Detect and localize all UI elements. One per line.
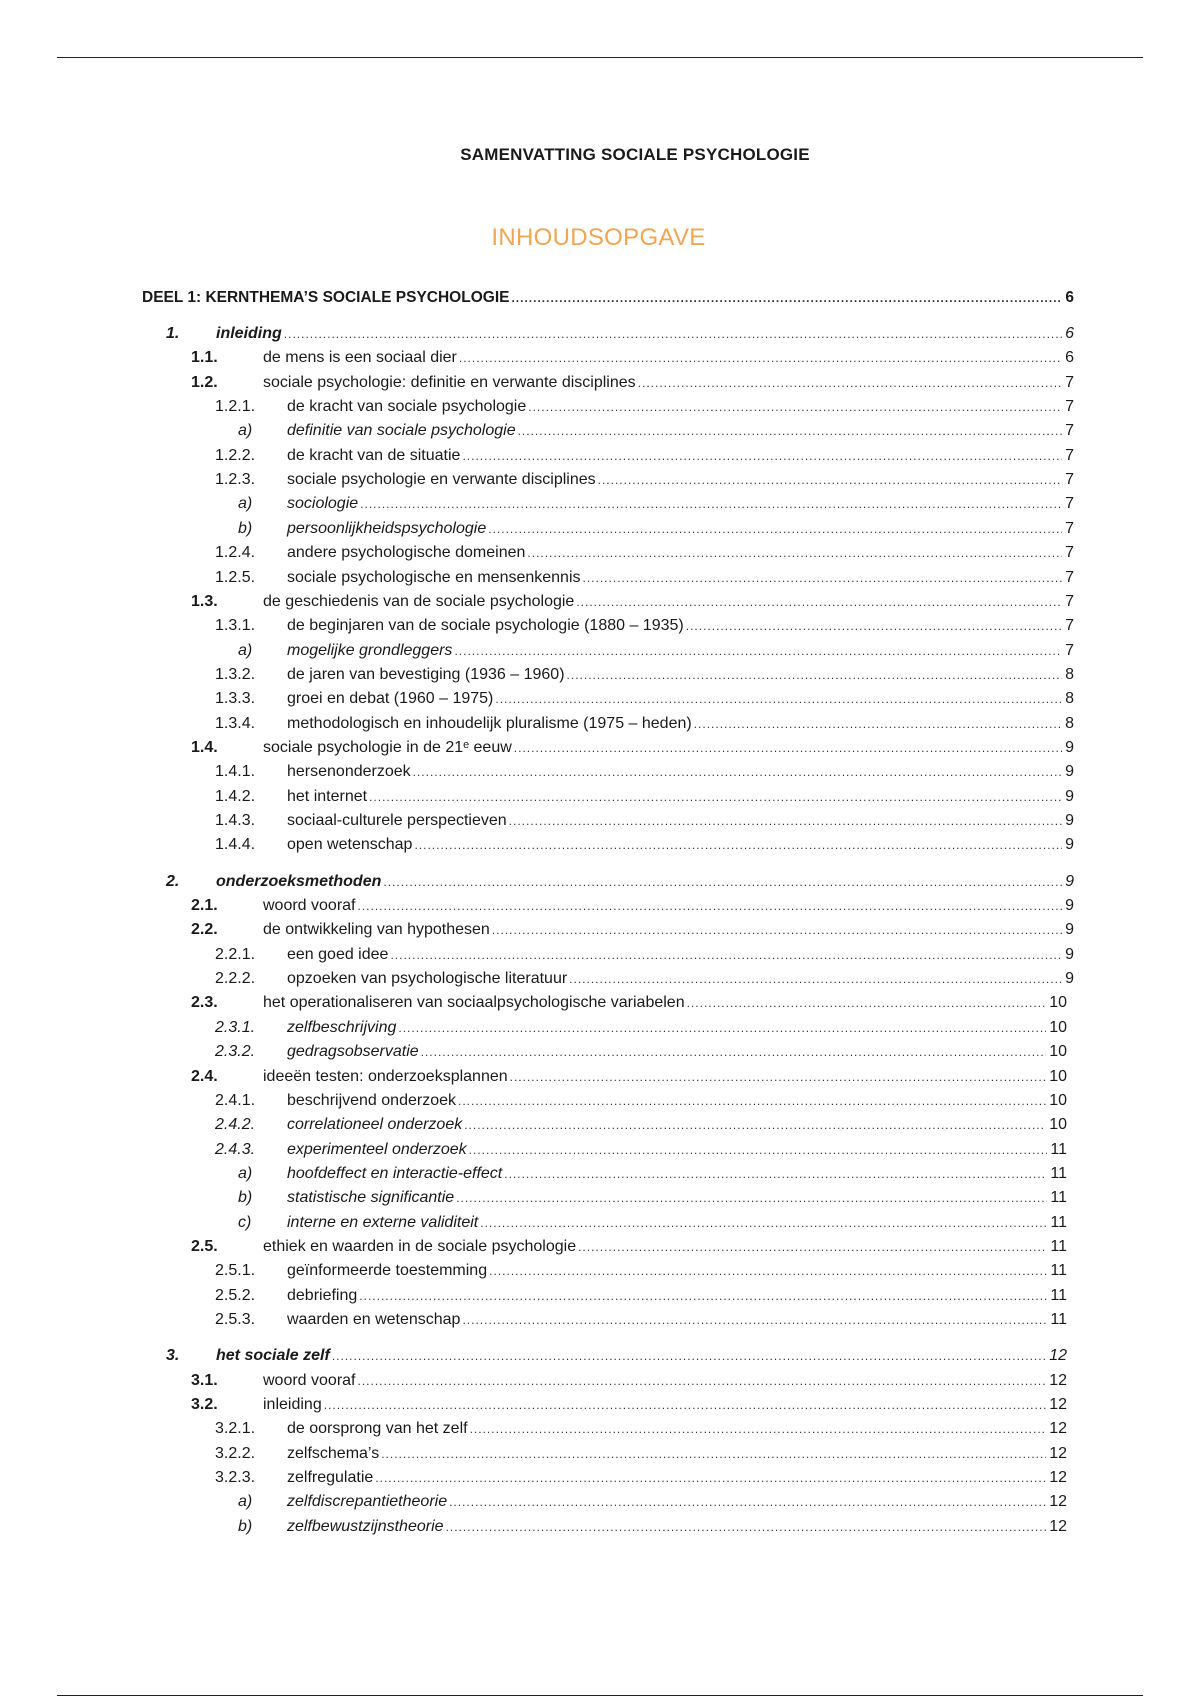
dot-leader	[360, 493, 1062, 515]
toc-entry-title: onderzoeksmethoden	[216, 872, 382, 890]
toc-entry-number: 2.4.2.	[215, 1116, 256, 1134]
toc-entry-page-number: 12	[1049, 1420, 1067, 1438]
toc-entry-number: 1.4.2.	[215, 787, 256, 805]
toc-entry[interactable]	[215, 1041, 1067, 1063]
toc-entry-number: a)	[238, 1164, 253, 1182]
toc-entry-title: waarden en wetenschap	[287, 1311, 461, 1328]
toc-entry-title: inleiding	[263, 1396, 322, 1414]
toc-entry[interactable]	[215, 1285, 1067, 1307]
toc-entry[interactable]	[238, 1212, 1067, 1234]
toc-entry-page-number: 10	[1049, 994, 1067, 1012]
toc-entry-page-number: 11	[1050, 1237, 1067, 1255]
toc-entry-number: 1.3.2.	[215, 665, 256, 683]
toc-part-entry[interactable]	[142, 287, 1074, 309]
toc-entry[interactable]	[191, 895, 1074, 917]
dot-leader	[358, 1370, 1047, 1392]
toc-entry[interactable]	[191, 992, 1067, 1014]
toc-entry[interactable]	[215, 664, 1074, 686]
dot-leader	[454, 640, 1062, 662]
toc-entry-number: 2.2.1.	[215, 945, 256, 963]
dot-leader	[398, 1017, 1046, 1039]
toc-entry-page-number: 7	[1065, 568, 1074, 586]
toc-entry-title: ethiek en waarden in de sociale psychologie	[263, 1237, 577, 1255]
dot-leader	[567, 664, 1063, 686]
toc-entry-number: 1.4.1.	[215, 763, 256, 781]
toc-entry-number: a)	[238, 422, 253, 440]
dot-leader	[359, 1285, 1047, 1307]
toc-entry-page-number: 12	[1049, 1347, 1067, 1365]
toc-entry-number: 1.2.4.	[215, 544, 256, 562]
dot-leader	[369, 786, 1062, 808]
toc-entry[interactable]	[215, 688, 1074, 710]
dot-leader	[578, 1236, 1047, 1258]
toc-entry-title: zelfbewustzijnstheorie	[287, 1517, 444, 1535]
dot-leader	[492, 919, 1062, 941]
toc-entry-title: het internet	[287, 787, 368, 805]
toc-entry-page-number: 9	[1065, 921, 1074, 939]
toc-entry[interactable]	[191, 919, 1074, 941]
toc-entry-page-number: 10	[1049, 1116, 1067, 1134]
toc-entry-page-number: 11	[1050, 1213, 1067, 1231]
toc-entry-title: hersenonderzoek	[287, 763, 411, 781]
toc-chapter-entry[interactable]	[166, 871, 1074, 893]
toc-entry-number: b)	[238, 519, 253, 537]
toc-entry-number: 2.1.	[191, 897, 218, 915]
toc-entry-title: DEEL 1: KERNTHEMA’S SOCIALE PSYCHOLOGIE	[142, 289, 510, 306]
dot-leader	[464, 1114, 1046, 1136]
toc-entry-page-number: 12	[1049, 1396, 1067, 1414]
dot-leader	[449, 1491, 1046, 1513]
toc-entry-title: opzoeken van psychologische literatuur	[287, 970, 568, 988]
dot-leader	[284, 323, 1062, 345]
toc-entry-title: debriefing	[287, 1286, 358, 1304]
toc-entry-page-number: 8	[1065, 714, 1074, 732]
toc-entry[interactable]	[215, 542, 1074, 564]
toc-heading: INHOUDSOPGAVE	[491, 224, 706, 251]
dot-leader	[510, 1066, 1047, 1088]
toc-entry-number: 2.5.3.	[215, 1311, 256, 1328]
toc-entry-title: een goed idee	[287, 945, 389, 963]
toc-entry[interactable]	[215, 396, 1074, 418]
toc-entry-title: andere psychologische domeinen	[287, 544, 526, 562]
dot-leader	[686, 615, 1062, 637]
toc-entry-number: a)	[238, 641, 253, 659]
toc-entry[interactable]	[215, 834, 1074, 856]
dot-leader	[421, 1041, 1047, 1063]
toc-entry[interactable]	[238, 1516, 1067, 1538]
toc-entry[interactable]	[238, 1163, 1067, 1185]
toc-entry-number: a)	[238, 1493, 253, 1511]
toc-entry-title: de oorsprong van het zelf	[287, 1420, 468, 1438]
toc-entry-number: 2.3.	[191, 994, 218, 1012]
toc-entry-number: 1.2.1.	[215, 398, 256, 416]
dot-leader	[576, 591, 1062, 613]
toc-entry[interactable]	[191, 737, 1074, 759]
toc-entry-title: de ontwikkeling van hypothesen	[263, 921, 490, 939]
toc-entry-number: 2.4.	[191, 1067, 218, 1085]
dot-leader	[511, 287, 1062, 309]
toc-entry-page-number: 9	[1065, 836, 1074, 854]
toc-entry-page-number: 9	[1065, 897, 1074, 915]
toc-entry-title: zelfdiscrepantietheorie	[287, 1493, 448, 1511]
toc-entry-number: c)	[238, 1213, 252, 1231]
document-title: SAMENVATTING SOCIALE PSYCHOLOGIE	[460, 145, 810, 164]
toc-entry-title: hoofdeffect en interactie-effect	[287, 1164, 503, 1182]
dot-leader	[469, 1139, 1048, 1161]
toc-entry-page-number: 7	[1065, 544, 1074, 562]
toc-entry-number: 1.4.4.	[215, 836, 256, 854]
toc-entry[interactable]	[238, 420, 1074, 442]
toc-entry-title: definitie van sociale psychologie	[287, 422, 516, 440]
toc-entry-page-number: 10	[1049, 1043, 1067, 1061]
toc-entry-number: 1.4.	[191, 738, 218, 756]
dot-leader	[459, 347, 1062, 369]
toc-entry-title: woord vooraf	[263, 1371, 356, 1389]
dot-leader	[414, 834, 1062, 856]
toc-entry-page-number: 9	[1065, 738, 1074, 756]
toc-entry-title: correlationeel onderzoek	[287, 1116, 463, 1134]
toc-entry[interactable]	[215, 567, 1074, 589]
toc-entry-page-number: 12	[1049, 1517, 1067, 1535]
dot-leader	[583, 567, 1063, 589]
toc-entry-title: zelfschema’s	[287, 1444, 380, 1462]
toc-entry-number: 2.2.	[191, 921, 218, 939]
dot-leader	[470, 1418, 1047, 1440]
dot-leader	[495, 688, 1062, 710]
dot-leader	[489, 1260, 1047, 1282]
toc-entry-page-number: 7	[1065, 373, 1074, 391]
toc-entry-title: beschrijvend onderzoek	[287, 1091, 456, 1109]
toc-entry-page-number: 6	[1065, 325, 1074, 342]
toc-entry-title: gedragsobservatie	[287, 1043, 419, 1061]
toc-entry-title: sociaal-culturele perspectieven	[287, 812, 507, 829]
toc-entry-page-number: 9	[1065, 812, 1074, 829]
toc-entry-page-number: 7	[1065, 617, 1074, 635]
toc-entry[interactable]	[191, 1066, 1067, 1088]
toc-entry[interactable]	[215, 761, 1074, 783]
toc-entry-number: 2.5.2.	[215, 1286, 256, 1304]
toc-entry-page-number: 7	[1065, 471, 1074, 489]
toc-entry[interactable]	[191, 591, 1074, 613]
toc-entry-number: 2.4.3.	[215, 1140, 256, 1158]
toc-entry[interactable]	[215, 1418, 1067, 1440]
toc-entry-number: 1.	[166, 325, 180, 342]
toc-entry-page-number: 12	[1049, 1493, 1067, 1511]
toc-entry-title: de jaren van bevestiging (1936 – 1960)	[287, 665, 565, 683]
toc-entry-page-number: 7	[1065, 422, 1074, 440]
dot-leader	[687, 992, 1047, 1014]
toc-entry-number: 2.2.2.	[215, 970, 256, 988]
toc-entry-title: methodologisch en inhoudelijk pluralisme (1975 – heden)	[287, 714, 692, 732]
toc-entry-number: 1.3.4.	[215, 714, 256, 732]
toc-entry-page-number: 11	[1050, 1189, 1067, 1207]
toc-entry-number: 3.2.	[191, 1396, 218, 1414]
toc-entry[interactable]	[191, 372, 1074, 394]
toc-entry-number: 2.3.2.	[215, 1043, 256, 1061]
toc-entry-number: 2.5.	[191, 1237, 218, 1255]
toc-entry-page-number: 10	[1049, 1067, 1067, 1085]
toc-entry-page-number: 7	[1065, 641, 1074, 659]
toc-entry-title: experimenteel onderzoek	[287, 1140, 467, 1158]
toc-entry-number: 2.4.1.	[215, 1091, 256, 1109]
dot-leader	[598, 469, 1062, 491]
toc-entry-page-number: 11	[1050, 1286, 1067, 1304]
toc-entry[interactable]	[238, 640, 1074, 662]
toc-entry[interactable]	[215, 1139, 1067, 1161]
toc-entry-number: 1.2.5.	[215, 568, 256, 586]
toc-entry[interactable]	[215, 1114, 1067, 1136]
toc-entry[interactable]	[238, 493, 1074, 515]
toc-entry-page-number: 7	[1065, 519, 1074, 537]
toc-entry-title: de kracht van sociale psychologie	[287, 398, 527, 416]
toc-entry[interactable]	[191, 1236, 1067, 1258]
toc-entry-title: sociale psychologie en verwante disciplines	[287, 471, 596, 489]
toc-entry[interactable]	[215, 1260, 1067, 1282]
dot-leader	[569, 968, 1062, 990]
toc-entry-title: de kracht van de situatie	[287, 446, 461, 464]
toc-entry-page-number: 7	[1065, 398, 1074, 416]
dot-leader	[358, 895, 1063, 917]
toc-entry-page-number: 6	[1065, 349, 1074, 367]
toc-entry[interactable]	[191, 1394, 1067, 1416]
dot-leader	[528, 396, 1062, 418]
dot-leader	[446, 1516, 1047, 1538]
toc-entry-page-number: 11	[1050, 1140, 1067, 1158]
dot-leader	[332, 1345, 1046, 1367]
toc-entry[interactable]	[215, 968, 1074, 990]
toc-entry-title: inleiding	[216, 325, 282, 342]
toc-entry[interactable]	[238, 1491, 1067, 1513]
toc-entry-title: mogelijke grondleggers	[287, 641, 453, 659]
toc-entry-title: sociale psychologische en mensenkennis	[287, 568, 581, 586]
dot-leader	[324, 1394, 1046, 1416]
toc-entry-number: 1.2.2.	[215, 446, 256, 464]
toc-entry-title: persoonlijkheidspsychologie	[287, 519, 487, 537]
dot-leader	[375, 1467, 1046, 1489]
toc-entry-number: 3.2.3.	[215, 1469, 256, 1487]
toc-entry[interactable]	[215, 469, 1074, 491]
toc-entry-page-number: 11	[1050, 1311, 1067, 1328]
toc-entry-title: het sociale zelf	[216, 1347, 330, 1365]
toc-entry-title: sociale psychologie in de 21ᵉ eeuw	[263, 738, 512, 756]
toc-entry-title: sociologie	[287, 495, 359, 513]
dot-leader	[480, 1212, 1047, 1234]
toc-entry-page-number: 8	[1065, 665, 1074, 683]
toc-entry[interactable]	[215, 810, 1074, 832]
toc-entry-title: groei en debat (1960 – 1975)	[287, 690, 494, 708]
toc-entry-page-number: 9	[1065, 787, 1074, 805]
toc-entry-title: het operationaliseren van sociaalpsychologische variabelen	[263, 994, 685, 1012]
toc-entry-number: 2.	[166, 872, 180, 890]
toc-entry-number: 3.2.2.	[215, 1444, 256, 1462]
toc-entry-page-number: 10	[1049, 1091, 1067, 1109]
toc-entry-page-number: 9	[1065, 970, 1074, 988]
toc-entry-title: zelfregulatie	[287, 1469, 374, 1487]
toc-entry-title: interne en externe validiteit	[287, 1213, 479, 1231]
dot-leader	[694, 713, 1062, 735]
toc-entry-page-number: 7	[1065, 446, 1074, 464]
toc-entry-number: 3.2.1.	[215, 1420, 256, 1438]
toc-entry[interactable]	[238, 518, 1074, 540]
toc-entry-number: 1.3.1.	[215, 617, 256, 635]
toc-entry-title: woord vooraf	[263, 897, 356, 915]
dot-leader	[527, 542, 1062, 564]
toc-entry-page-number: 12	[1049, 1469, 1067, 1487]
toc-entry-page-number: 9	[1065, 945, 1074, 963]
toc-entry-number: 1.3.3.	[215, 690, 256, 708]
toc-chapter-entry[interactable]	[166, 1345, 1067, 1367]
toc-entry-number: 2.3.1.	[215, 1018, 256, 1036]
toc-entry-title: sociale psychologie: definitie en verwante disciplines	[263, 373, 636, 391]
dot-leader	[462, 1309, 1047, 1331]
toc-entry-page-number: 12	[1049, 1444, 1067, 1462]
toc-entry-number: b)	[238, 1189, 253, 1207]
toc-entry-number: 3.	[166, 1347, 180, 1365]
toc-entry-title: statistische significantie	[287, 1189, 455, 1207]
toc-entry[interactable]	[191, 1370, 1067, 1392]
dot-leader	[488, 518, 1062, 540]
toc-entry[interactable]	[215, 1090, 1067, 1112]
toc-entry-page-number: 8	[1065, 690, 1074, 708]
dot-leader	[458, 1090, 1046, 1112]
toc-entry[interactable]	[215, 445, 1074, 467]
toc-entry-number: 1.4.3.	[215, 812, 256, 829]
dot-leader	[390, 944, 1062, 966]
dot-leader	[514, 737, 1062, 759]
dot-leader	[509, 810, 1062, 832]
toc-entry-title: de mens is een sociaal dier	[263, 349, 457, 367]
toc-entry-title: ideeën testen: onderzoeksplannen	[263, 1067, 508, 1085]
dot-leader	[504, 1163, 1047, 1185]
toc-entry[interactable]	[215, 944, 1074, 966]
toc-entry-number: 2.5.1.	[215, 1262, 256, 1280]
toc-entry-title: de geschiedenis van de sociale psychologie	[263, 592, 575, 610]
dot-leader	[638, 372, 1062, 394]
toc-entry[interactable]	[215, 1017, 1067, 1039]
toc-entry-title: zelfbeschrijving	[287, 1018, 397, 1036]
toc-entry[interactable]	[215, 1309, 1067, 1331]
toc-entry[interactable]	[215, 615, 1074, 637]
bottom-rule	[57, 1695, 1143, 1696]
toc-entry-number: 1.2.3.	[215, 471, 256, 489]
toc-entry[interactable]	[215, 786, 1074, 808]
toc-entry-page-number: 7	[1065, 592, 1074, 610]
dot-leader	[456, 1187, 1047, 1209]
toc-entry-number: 1.3.	[191, 592, 218, 610]
toc-chapter-entry[interactable]	[166, 323, 1074, 345]
toc-entry-page-number: 7	[1065, 495, 1074, 513]
toc-entry-page-number: 10	[1049, 1018, 1067, 1036]
toc-entry[interactable]	[215, 1443, 1067, 1465]
toc-entry[interactable]	[238, 1187, 1067, 1209]
dot-leader	[462, 445, 1062, 467]
toc-entry-number: 1.2.	[191, 373, 218, 391]
toc-entry-title: open wetenschap	[287, 836, 413, 854]
toc-entry-title: de beginjaren van de sociale psychologie (1880 – 1935)	[287, 617, 684, 635]
dot-leader	[518, 420, 1063, 442]
dot-leader	[381, 1443, 1046, 1465]
toc-entry-number: 1.1.	[191, 349, 218, 367]
dot-leader	[413, 761, 1062, 783]
toc-entry-page-number: 9	[1065, 763, 1074, 781]
toc-entry-page-number: 9	[1065, 872, 1074, 890]
toc-entry[interactable]	[215, 1467, 1067, 1489]
dot-leader	[383, 871, 1062, 893]
toc-entry-number: 3.1.	[191, 1371, 218, 1389]
toc-entry-page-number: 11	[1050, 1164, 1067, 1182]
toc-entry-number: a)	[238, 495, 253, 513]
toc-entry-number: b)	[238, 1517, 253, 1535]
toc-entry-page-number: 6	[1065, 289, 1074, 306]
toc-entry-title: geïnformeerde toestemming	[287, 1262, 488, 1280]
toc-entry[interactable]	[191, 347, 1074, 369]
toc-entry[interactable]	[215, 713, 1074, 735]
toc-entry-page-number: 11	[1050, 1262, 1067, 1280]
toc-entry-page-number: 12	[1049, 1371, 1067, 1389]
